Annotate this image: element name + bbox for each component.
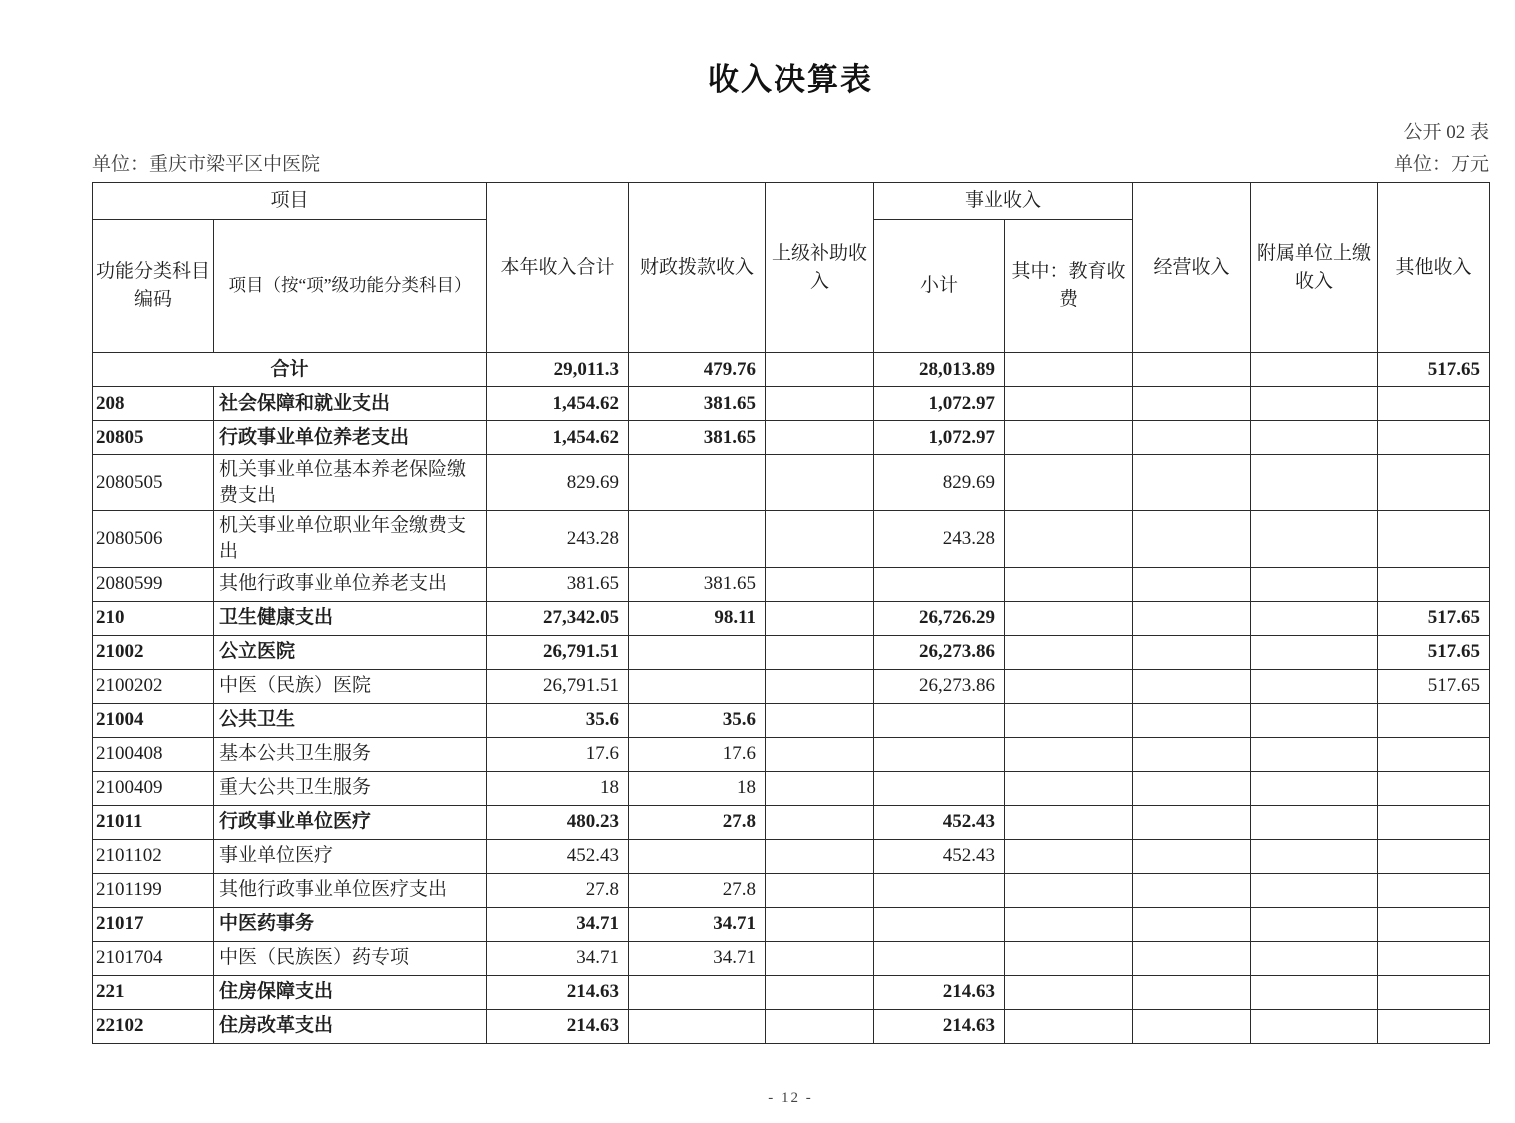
row-operating-income bbox=[1133, 601, 1251, 635]
row-total-income: 35.6 bbox=[487, 703, 629, 737]
row-superior-subsidy bbox=[766, 455, 874, 511]
table-row bbox=[93, 567, 1490, 601]
row-code: 2100408 bbox=[93, 737, 214, 771]
row-project-name: 机关事业单位基本养老保险缴费支出 bbox=[214, 455, 487, 511]
header-function-code: 功能分类科目编码 bbox=[93, 220, 214, 353]
row-operating-income bbox=[1133, 1009, 1251, 1043]
row-project-name: 社会保障和就业支出 bbox=[214, 387, 487, 421]
row-fiscal-appropriation: 27.8 bbox=[629, 873, 766, 907]
row-superior-subsidy bbox=[766, 907, 874, 941]
row-affiliated-income bbox=[1251, 703, 1378, 737]
row-fiscal-appropriation bbox=[629, 975, 766, 1009]
header-project-name: 项目（按“项”级功能分类科目） bbox=[214, 220, 487, 353]
row-fiscal-appropriation bbox=[629, 635, 766, 669]
table-row bbox=[93, 455, 1490, 511]
row-project-name: 住房保障支出 bbox=[214, 975, 487, 1009]
row-other-income bbox=[1378, 907, 1490, 941]
table-header bbox=[93, 183, 1490, 353]
row-other-income: 517.65 bbox=[1378, 669, 1490, 703]
row-other-income bbox=[1378, 975, 1490, 1009]
row-project-name: 中医药事务 bbox=[214, 907, 487, 941]
row-fiscal-appropriation bbox=[629, 669, 766, 703]
row-affiliated-income bbox=[1251, 737, 1378, 771]
page-title: 收入决算表 bbox=[708, 62, 873, 97]
row-project-name: 行政事业单位养老支出 bbox=[214, 421, 487, 455]
row-affiliated-income bbox=[1251, 635, 1378, 669]
row-operating-income bbox=[1133, 455, 1251, 511]
row-operating-income bbox=[1133, 771, 1251, 805]
row-education-fee bbox=[1005, 567, 1133, 601]
row-project-name: 重大公共卫生服务 bbox=[214, 771, 487, 805]
row-other-income bbox=[1378, 737, 1490, 771]
row-business-subtotal: 214.63 bbox=[874, 975, 1005, 1009]
row-superior-subsidy bbox=[766, 669, 874, 703]
row-code: 22102 bbox=[93, 1009, 214, 1043]
currency-unit-label: 单位：万元 bbox=[1393, 154, 1489, 175]
row-operating-income bbox=[1133, 805, 1251, 839]
table-row bbox=[93, 907, 1490, 941]
row-operating-income bbox=[1133, 907, 1251, 941]
row-fiscal-appropriation: 34.71 bbox=[629, 907, 766, 941]
row-superior-subsidy bbox=[766, 601, 874, 635]
row-project-name: 公立医院 bbox=[214, 635, 487, 669]
row-education-fee bbox=[1005, 771, 1133, 805]
row-affiliated-income bbox=[1251, 975, 1378, 1009]
row-education-fee bbox=[1005, 873, 1133, 907]
page-content bbox=[92, 54, 1489, 1044]
row-education-fee bbox=[1005, 601, 1133, 635]
row-total-income: 17.6 bbox=[487, 737, 629, 771]
header-business-subtotal: 小计 bbox=[874, 220, 1005, 353]
row-total-income: 243.28 bbox=[487, 511, 629, 567]
row-project-name: 基本公共卫生服务 bbox=[214, 737, 487, 771]
row-affiliated-income bbox=[1251, 455, 1378, 511]
row-business-subtotal: 1,072.97 bbox=[874, 387, 1005, 421]
table-row bbox=[93, 669, 1490, 703]
row-operating-income bbox=[1133, 941, 1251, 975]
table-row-total bbox=[93, 353, 1490, 387]
row-business-subtotal: 26,273.86 bbox=[874, 669, 1005, 703]
row-project-name: 机关事业单位职业年金缴费支出 bbox=[214, 511, 487, 567]
header-education-fee: 其中：教育收费 bbox=[1005, 220, 1133, 353]
row-other-income bbox=[1378, 839, 1490, 873]
total-row-affiliated bbox=[1251, 353, 1378, 387]
row-code: 210 bbox=[93, 601, 214, 635]
row-business-subtotal: 452.43 bbox=[874, 805, 1005, 839]
row-education-fee bbox=[1005, 941, 1133, 975]
row-other-income bbox=[1378, 511, 1490, 567]
row-education-fee bbox=[1005, 421, 1133, 455]
row-other-income bbox=[1378, 567, 1490, 601]
row-affiliated-income bbox=[1251, 805, 1378, 839]
row-operating-income bbox=[1133, 975, 1251, 1009]
row-business-subtotal: 829.69 bbox=[874, 455, 1005, 511]
row-business-subtotal bbox=[874, 907, 1005, 941]
row-code: 2101199 bbox=[93, 873, 214, 907]
row-fiscal-appropriation bbox=[629, 455, 766, 511]
page-number: - 12 - bbox=[768, 1090, 813, 1106]
total-row-other: 517.65 bbox=[1378, 353, 1490, 387]
header-fiscal-appropriation: 财政拨款收入 bbox=[629, 183, 766, 353]
row-affiliated-income bbox=[1251, 1009, 1378, 1043]
row-education-fee bbox=[1005, 975, 1133, 1009]
row-fiscal-appropriation bbox=[629, 511, 766, 567]
row-code: 2080599 bbox=[93, 567, 214, 601]
row-business-subtotal: 1,072.97 bbox=[874, 421, 1005, 455]
header-affiliated-income: 附属单位上缴收入 bbox=[1251, 183, 1378, 353]
total-row-education bbox=[1005, 353, 1133, 387]
table-row bbox=[93, 635, 1490, 669]
row-total-income: 27.8 bbox=[487, 873, 629, 907]
row-other-income bbox=[1378, 387, 1490, 421]
table-row bbox=[93, 771, 1490, 805]
row-business-subtotal bbox=[874, 703, 1005, 737]
row-project-name: 中医（民族）医院 bbox=[214, 669, 487, 703]
row-total-income: 214.63 bbox=[487, 1009, 629, 1043]
table-row bbox=[93, 421, 1490, 455]
row-other-income bbox=[1378, 771, 1490, 805]
row-affiliated-income bbox=[1251, 873, 1378, 907]
row-business-subtotal bbox=[874, 941, 1005, 975]
row-fiscal-appropriation: 381.65 bbox=[629, 387, 766, 421]
row-education-fee bbox=[1005, 1009, 1133, 1043]
row-fiscal-appropriation: 98.11 bbox=[629, 601, 766, 635]
row-education-fee bbox=[1005, 703, 1133, 737]
row-operating-income bbox=[1133, 635, 1251, 669]
row-business-subtotal: 26,273.86 bbox=[874, 635, 1005, 669]
row-code: 208 bbox=[93, 387, 214, 421]
row-project-name: 公共卫生 bbox=[214, 703, 487, 737]
row-affiliated-income bbox=[1251, 839, 1378, 873]
row-operating-income bbox=[1133, 669, 1251, 703]
total-row-operating bbox=[1133, 353, 1251, 387]
row-education-fee bbox=[1005, 737, 1133, 771]
row-project-name: 其他行政事业单位医疗支出 bbox=[214, 873, 487, 907]
row-total-income: 452.43 bbox=[487, 839, 629, 873]
row-other-income bbox=[1378, 421, 1490, 455]
row-operating-income bbox=[1133, 387, 1251, 421]
org-unit-label: 单位：重庆市梁平区中医院 bbox=[92, 154, 321, 175]
row-affiliated-income bbox=[1251, 941, 1378, 975]
row-total-income: 34.71 bbox=[487, 907, 629, 941]
row-operating-income bbox=[1133, 737, 1251, 771]
row-project-name: 其他行政事业单位养老支出 bbox=[214, 567, 487, 601]
row-superior-subsidy bbox=[766, 737, 874, 771]
row-superior-subsidy bbox=[766, 941, 874, 975]
header-superior-subsidy: 上级补助收入 bbox=[766, 183, 874, 353]
row-other-income bbox=[1378, 703, 1490, 737]
row-other-income: 517.65 bbox=[1378, 601, 1490, 635]
header-other-income: 其他收入 bbox=[1378, 183, 1490, 353]
table-row bbox=[93, 601, 1490, 635]
table-row bbox=[93, 941, 1490, 975]
row-project-name: 事业单位医疗 bbox=[214, 839, 487, 873]
header-project-group: 项目 bbox=[93, 183, 487, 220]
row-education-fee bbox=[1005, 839, 1133, 873]
table-row bbox=[93, 1009, 1490, 1043]
row-code: 2101102 bbox=[93, 839, 214, 873]
row-education-fee bbox=[1005, 511, 1133, 567]
unit-row bbox=[92, 149, 1489, 176]
row-code: 21004 bbox=[93, 703, 214, 737]
row-education-fee bbox=[1005, 635, 1133, 669]
row-superior-subsidy bbox=[766, 387, 874, 421]
row-superior-subsidy bbox=[766, 703, 874, 737]
row-fiscal-appropriation: 34.71 bbox=[629, 941, 766, 975]
row-total-income: 1,454.62 bbox=[487, 421, 629, 455]
row-operating-income bbox=[1133, 873, 1251, 907]
row-total-income: 34.71 bbox=[487, 941, 629, 975]
row-total-income: 381.65 bbox=[487, 567, 629, 601]
header-total-income: 本年收入合计 bbox=[487, 183, 629, 353]
total-row-total: 29,011.3 bbox=[487, 353, 629, 387]
row-education-fee bbox=[1005, 455, 1133, 511]
row-project-name: 住房改革支出 bbox=[214, 1009, 487, 1043]
row-affiliated-income bbox=[1251, 567, 1378, 601]
row-business-subtotal bbox=[874, 567, 1005, 601]
total-row-subtotal: 28,013.89 bbox=[874, 353, 1005, 387]
row-fiscal-appropriation: 18 bbox=[629, 771, 766, 805]
doc-table-label: 公开 02 表 bbox=[1403, 122, 1489, 143]
row-code: 20805 bbox=[93, 421, 214, 455]
row-superior-subsidy bbox=[766, 567, 874, 601]
row-affiliated-income bbox=[1251, 771, 1378, 805]
row-business-subtotal: 26,726.29 bbox=[874, 601, 1005, 635]
table-row bbox=[93, 511, 1490, 567]
row-total-income: 480.23 bbox=[487, 805, 629, 839]
row-project-name: 行政事业单位医疗 bbox=[214, 805, 487, 839]
row-fiscal-appropriation: 17.6 bbox=[629, 737, 766, 771]
income-table bbox=[92, 182, 1490, 1044]
row-code: 21011 bbox=[93, 805, 214, 839]
row-fiscal-appropriation bbox=[629, 839, 766, 873]
row-fiscal-appropriation: 381.65 bbox=[629, 567, 766, 601]
row-superior-subsidy bbox=[766, 771, 874, 805]
row-operating-income bbox=[1133, 511, 1251, 567]
table-row bbox=[93, 387, 1490, 421]
row-project-name: 卫生健康支出 bbox=[214, 601, 487, 635]
table-row bbox=[93, 805, 1490, 839]
table-row bbox=[93, 975, 1490, 1009]
row-operating-income bbox=[1133, 567, 1251, 601]
header-operating-income: 经营收入 bbox=[1133, 183, 1251, 353]
row-business-subtotal bbox=[874, 873, 1005, 907]
row-operating-income bbox=[1133, 421, 1251, 455]
row-code: 2101704 bbox=[93, 941, 214, 975]
row-superior-subsidy bbox=[766, 1009, 874, 1043]
row-education-fee bbox=[1005, 907, 1133, 941]
row-code: 2080505 bbox=[93, 455, 214, 511]
row-fiscal-appropriation: 27.8 bbox=[629, 805, 766, 839]
header-business-income-group: 事业收入 bbox=[874, 183, 1133, 220]
row-other-income bbox=[1378, 1009, 1490, 1043]
row-superior-subsidy bbox=[766, 873, 874, 907]
row-other-income: 517.65 bbox=[1378, 635, 1490, 669]
row-affiliated-income bbox=[1251, 907, 1378, 941]
row-total-income: 26,791.51 bbox=[487, 669, 629, 703]
row-business-subtotal bbox=[874, 737, 1005, 771]
row-business-subtotal: 452.43 bbox=[874, 839, 1005, 873]
row-business-subtotal: 243.28 bbox=[874, 511, 1005, 567]
row-total-income: 1,454.62 bbox=[487, 387, 629, 421]
table-body bbox=[93, 353, 1490, 1044]
row-project-name: 中医（民族医）药专项 bbox=[214, 941, 487, 975]
row-affiliated-income bbox=[1251, 669, 1378, 703]
row-affiliated-income bbox=[1251, 387, 1378, 421]
row-education-fee bbox=[1005, 805, 1133, 839]
row-other-income bbox=[1378, 941, 1490, 975]
table-row bbox=[93, 703, 1490, 737]
table-row bbox=[93, 737, 1490, 771]
row-affiliated-income bbox=[1251, 511, 1378, 567]
table-row bbox=[93, 873, 1490, 907]
row-business-subtotal: 214.63 bbox=[874, 1009, 1005, 1043]
row-total-income: 214.63 bbox=[487, 975, 629, 1009]
row-education-fee bbox=[1005, 387, 1133, 421]
row-superior-subsidy bbox=[766, 839, 874, 873]
row-education-fee bbox=[1005, 669, 1133, 703]
row-total-income: 18 bbox=[487, 771, 629, 805]
row-fiscal-appropriation bbox=[629, 1009, 766, 1043]
row-total-income: 26,791.51 bbox=[487, 635, 629, 669]
row-total-income: 27,342.05 bbox=[487, 601, 629, 635]
row-superior-subsidy bbox=[766, 635, 874, 669]
row-affiliated-income bbox=[1251, 601, 1378, 635]
total-row-label: 合计 bbox=[93, 353, 487, 387]
row-superior-subsidy bbox=[766, 805, 874, 839]
row-operating-income bbox=[1133, 839, 1251, 873]
row-other-income bbox=[1378, 805, 1490, 839]
total-row-fiscal: 479.76 bbox=[629, 353, 766, 387]
row-affiliated-income bbox=[1251, 421, 1378, 455]
row-code: 2100409 bbox=[93, 771, 214, 805]
row-operating-income bbox=[1133, 703, 1251, 737]
row-superior-subsidy bbox=[766, 975, 874, 1009]
row-superior-subsidy bbox=[766, 421, 874, 455]
row-other-income bbox=[1378, 873, 1490, 907]
row-other-income bbox=[1378, 455, 1490, 511]
row-code: 2080506 bbox=[93, 511, 214, 567]
row-code: 2100202 bbox=[93, 669, 214, 703]
row-code: 21017 bbox=[93, 907, 214, 941]
total-row-superior bbox=[766, 353, 874, 387]
table-row bbox=[93, 839, 1490, 873]
row-code: 221 bbox=[93, 975, 214, 1009]
row-fiscal-appropriation: 35.6 bbox=[629, 703, 766, 737]
row-superior-subsidy bbox=[766, 511, 874, 567]
row-business-subtotal bbox=[874, 771, 1005, 805]
row-fiscal-appropriation: 381.65 bbox=[629, 421, 766, 455]
row-total-income: 829.69 bbox=[487, 455, 629, 511]
row-code: 21002 bbox=[93, 635, 214, 669]
